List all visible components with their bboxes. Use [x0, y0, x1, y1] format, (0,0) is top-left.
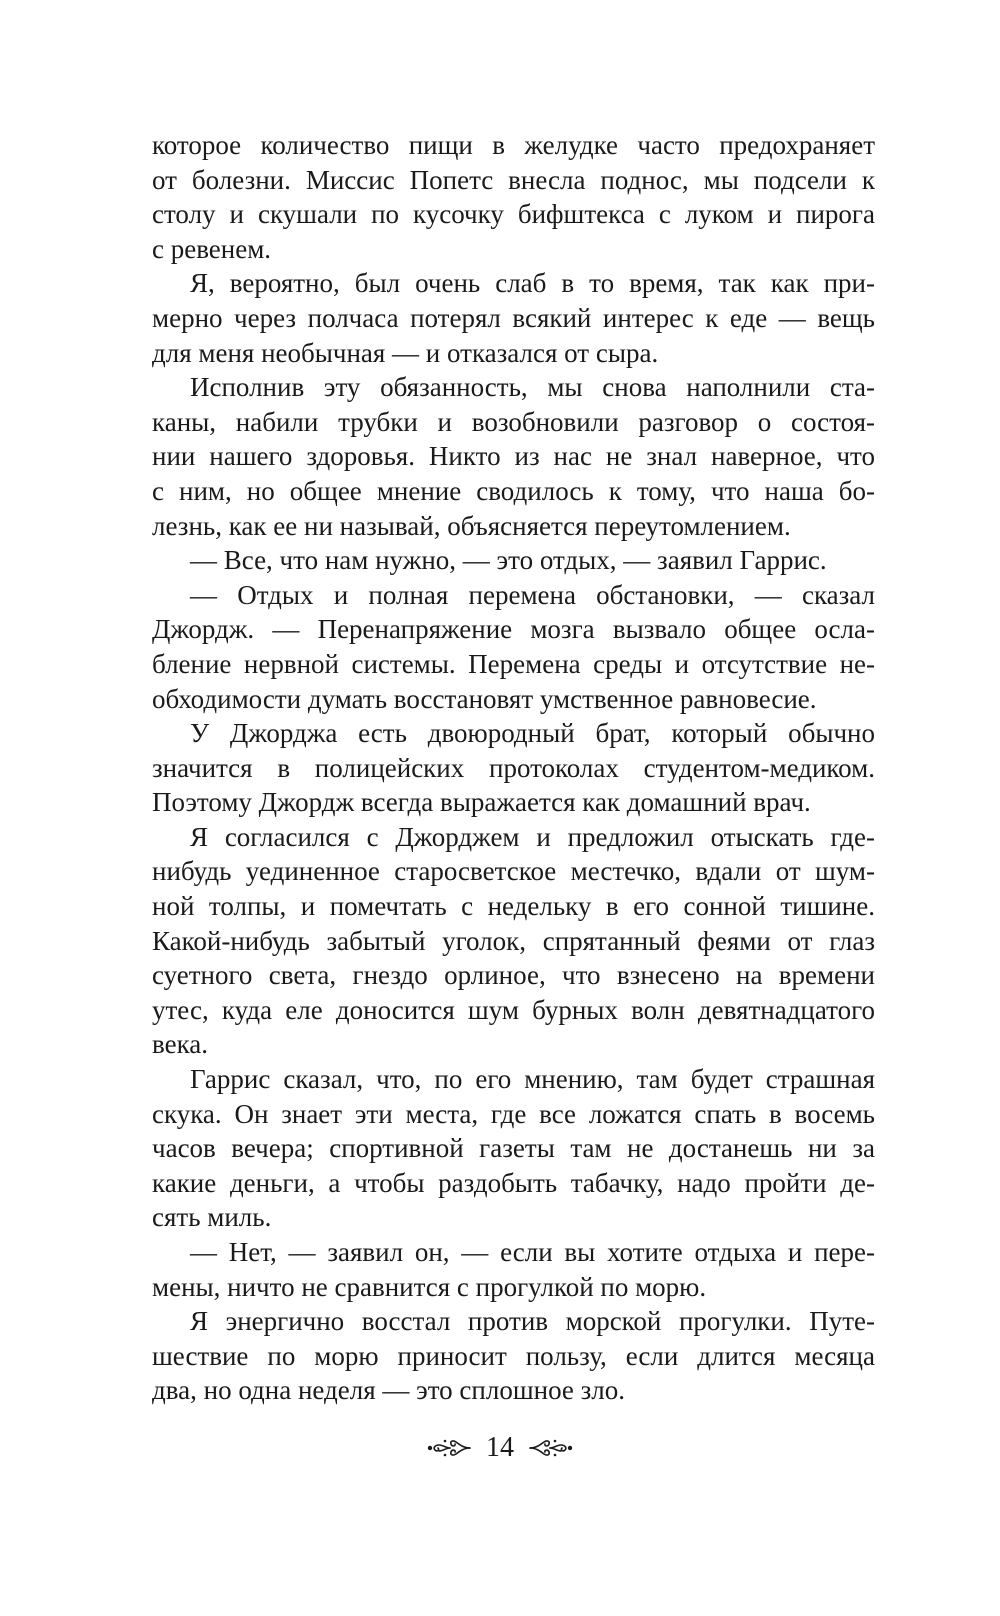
text-line: утес, куда еле доносится шум бурных волн девятнадцатого	[152, 994, 875, 1025]
text-line: лезнь, как ее ни называй, объясняется переутомлением.	[152, 510, 791, 541]
text-line: суетного света, гнездо орлиное, что взнесено на времени	[152, 960, 875, 991]
text-line: Поэтому Джордж всегда выражается как домашний врач.	[152, 787, 811, 818]
text-line: от болезни. Миссис Попетс внесла поднос, мы подсели к	[152, 164, 875, 195]
text-line: нибудь уединенное старосветское местечко, вдали от шум-	[152, 856, 875, 887]
paragraph	[152, 266, 875, 370]
text-line: мерно через полчаса потерял всякий интерес к еде — вещь	[152, 302, 875, 333]
text-line: два, но одна неделя — это сплошное зло.	[152, 1375, 626, 1406]
text-line: часов вечера; спортивной газеты там не достанешь ни за	[152, 1133, 875, 1164]
text-line: которое количество пищи в желудке часто предохраняет	[152, 130, 875, 160]
text-line: ной толпы, и помечтать с недельку в его сонной тишине.	[152, 891, 875, 922]
text-line: значится в полицейских протоколах студентом-медиком.	[152, 752, 875, 783]
text-line: каны, набили трубки и возобновили разговор о состоя-	[152, 406, 875, 437]
text-line: бление нервной системы. Перемена среды и отсутствие не-	[152, 648, 875, 679]
text-line: — Нет, — заявил он, — если вы хотите отдыха и пере-	[190, 1237, 875, 1267]
fleuron-left-icon	[426, 1437, 472, 1459]
page-number: 14	[486, 1432, 514, 1463]
body-text	[152, 128, 875, 1408]
text-line: обходимости думать восстановят умственное равновесие.	[152, 683, 817, 714]
text-line: У Джорджа есть двоюродный брат, который обычно	[190, 718, 875, 749]
text-line: — Все, что нам нужно, — это отдых, — заявил Гаррис.	[190, 545, 827, 576]
text-line: Я энергично восстал против морской прогулки. Путе-	[190, 1306, 875, 1337]
text-line: нии нашего здоровья. Никто из нас не знал наверное, что	[152, 441, 875, 472]
text-line: сять миль.	[152, 1202, 272, 1233]
text-line: века.	[152, 1029, 209, 1060]
paragraph	[152, 820, 875, 1062]
paragraph	[152, 716, 875, 820]
text-line: шествие по морю приносит пользу, если длится месяца	[152, 1340, 875, 1371]
text-line: с ним, но общее мнение сводилось к тому, что наша бо-	[152, 475, 875, 506]
text-line: Я, вероятно, был очень слаб в то время, так как при-	[190, 268, 875, 299]
paragraph	[152, 543, 875, 578]
text-line: скука. Он знает эти места, где все ложатся спать в восемь	[152, 1098, 875, 1129]
page-footer	[0, 1428, 1000, 1468]
paragraph	[152, 578, 875, 716]
text-line: Я согласился с Джорджем и предложил отыскать где-	[190, 821, 875, 852]
fleuron-right-icon	[528, 1437, 574, 1459]
paragraph	[152, 1235, 875, 1304]
text-line: Какой-нибудь забытый уголок, спрятанный феями от глаз	[152, 925, 875, 956]
text-line: мены, ничто не сравнится с прогулкой по морю.	[152, 1271, 707, 1302]
paragraph	[152, 128, 875, 266]
paragraph	[152, 1304, 875, 1408]
paragraph	[152, 370, 875, 543]
text-line: Гаррис сказал, что, по его мнению, там будет страшная	[190, 1064, 875, 1095]
text-line: для меня необычная — и отказался от сыра.	[152, 337, 659, 368]
paragraph	[152, 1062, 875, 1235]
text-line: с ревенем.	[152, 233, 272, 264]
text-line: — Отдых и полная перемена обстановки, — сказал	[190, 579, 875, 610]
text-line: Джордж. — Перенапряжение мозга вызвало общее осла-	[152, 614, 875, 645]
text-line: столу и скушали по кусочку бифштекса с луком и пирога	[152, 199, 875, 230]
text-line: Исполнив эту обязанность, мы снова наполнили ста-	[190, 372, 875, 403]
text-line: какие деньги, а чтобы раздобыть табачку, надо пройти де-	[152, 1167, 875, 1198]
